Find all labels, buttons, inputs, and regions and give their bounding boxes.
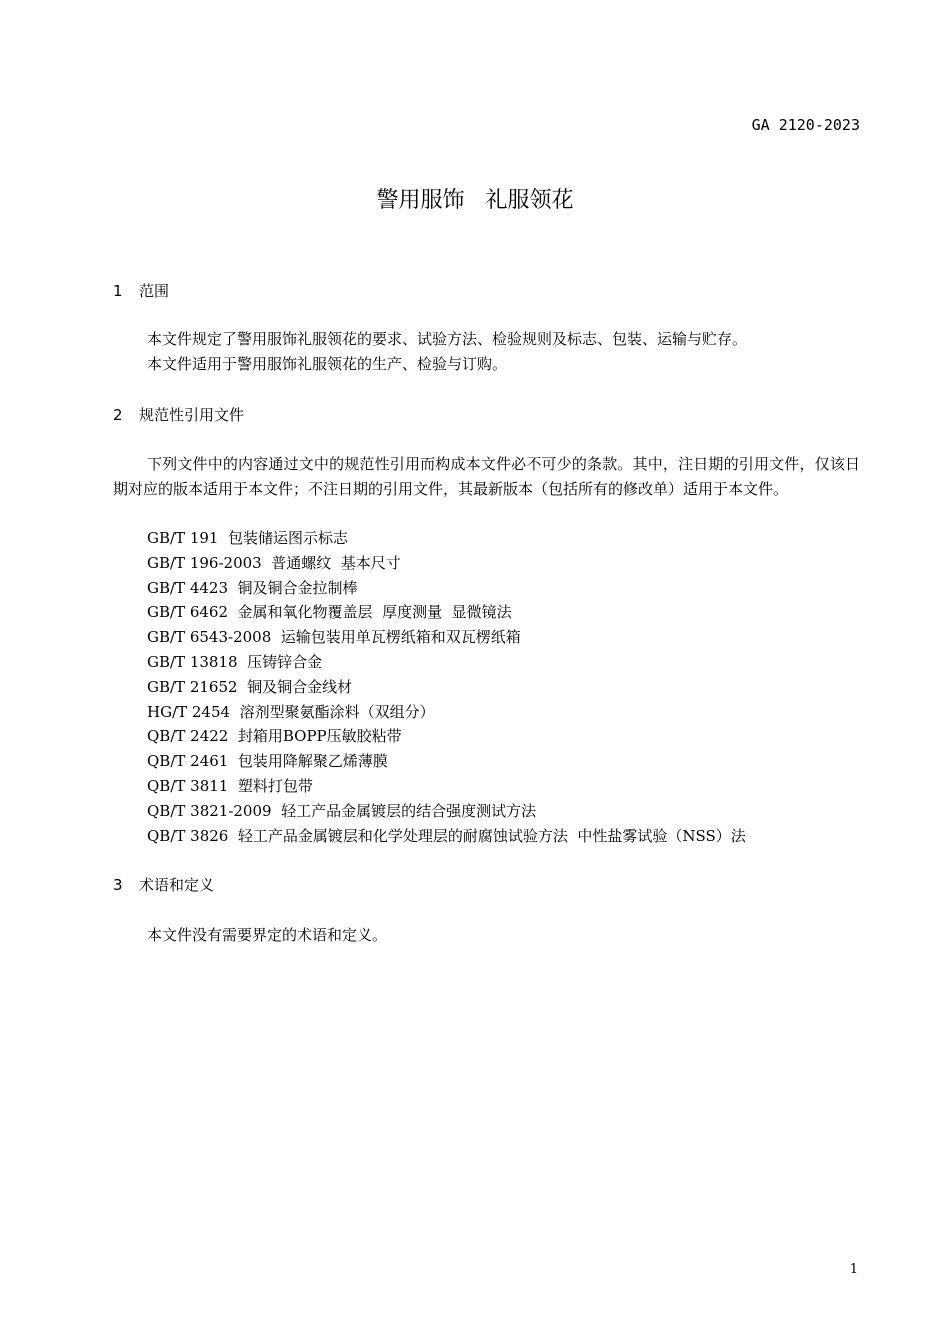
normative-references-list bbox=[147, 528, 746, 850]
reference-item: GB/T 21652 铜及铜合金线材 bbox=[147, 677, 353, 696]
reference-item: HG/T 2454 溶剂型聚氨酯涂料（双组分） bbox=[147, 702, 435, 721]
reference-item: GB/T 6462 金属和氧化物覆盖层 厚度测量 显微镜法 bbox=[147, 603, 512, 622]
reference-item: GB/T 196-2003 普通螺纹 基本尺寸 bbox=[147, 553, 401, 572]
reference-item: GB/T 4423 铜及铜合金拉制棒 bbox=[147, 578, 358, 597]
section-1-paragraph-2: 本文件适用于警用服饰礼服领花的生产、检验与订购。 bbox=[147, 355, 508, 373]
section-3-number: 3 bbox=[113, 876, 123, 894]
reference-item: QB/T 2461 包装用降解聚乙烯薄膜 bbox=[147, 752, 388, 771]
section-2-heading bbox=[113, 405, 244, 425]
reference-item: QB/T 2422 封箱用BOPP压敏胶粘带 bbox=[147, 727, 402, 746]
reference-item: GB/T 191 包装储运图示标志 bbox=[147, 529, 348, 547]
document-code: GA 2120-2023 bbox=[751, 116, 860, 134]
reference-item: QB/T 3826 轻工产品金属镀层和化学处理层的耐腐蚀试验方法 中性盐雾试验（NSS）法 bbox=[147, 826, 746, 845]
section-1-number: 1 bbox=[113, 282, 123, 300]
section-2-intro: 下列文件中的内容通过文中的规范性引用而构成本文件必不可少的条款。其中，注日期的引用文件，仅该日期对应的版本适用于本文件；不注日期的引用文件，其最新版本（包括所有的修改单）适用于本文件。 bbox=[113, 455, 860, 498]
page-number: 1 bbox=[849, 1262, 858, 1277]
document-title: 警用服饰 礼服领花 bbox=[376, 188, 574, 213]
section-3-paragraph-1: 本文件没有需要界定的术语和定义。 bbox=[147, 926, 388, 944]
section-1-heading bbox=[113, 281, 169, 301]
section-2-number: 2 bbox=[113, 406, 123, 424]
reference-item: GB/T 13818 压铸锌合金 bbox=[147, 652, 323, 671]
section-2-title: 规范性引用文件 bbox=[139, 406, 245, 424]
section-3-title: 术语和定义 bbox=[139, 876, 215, 894]
section-1-title: 范围 bbox=[139, 282, 170, 300]
section-1-paragraph-1: 本文件规定了警用服饰礼服领花的要求、试验方法、检验规则及标志、包装、运输与贮存。 bbox=[147, 330, 748, 348]
section-3-heading bbox=[113, 875, 214, 895]
reference-item: GB/T 6543-2008 运输包装用单瓦楞纸箱和双瓦楞纸箱 bbox=[147, 628, 521, 647]
reference-item: QB/T 3821-2009 轻工产品金属镀层的结合强度测试方法 bbox=[147, 801, 537, 820]
reference-item: QB/T 3811 塑料打包带 bbox=[147, 776, 313, 795]
